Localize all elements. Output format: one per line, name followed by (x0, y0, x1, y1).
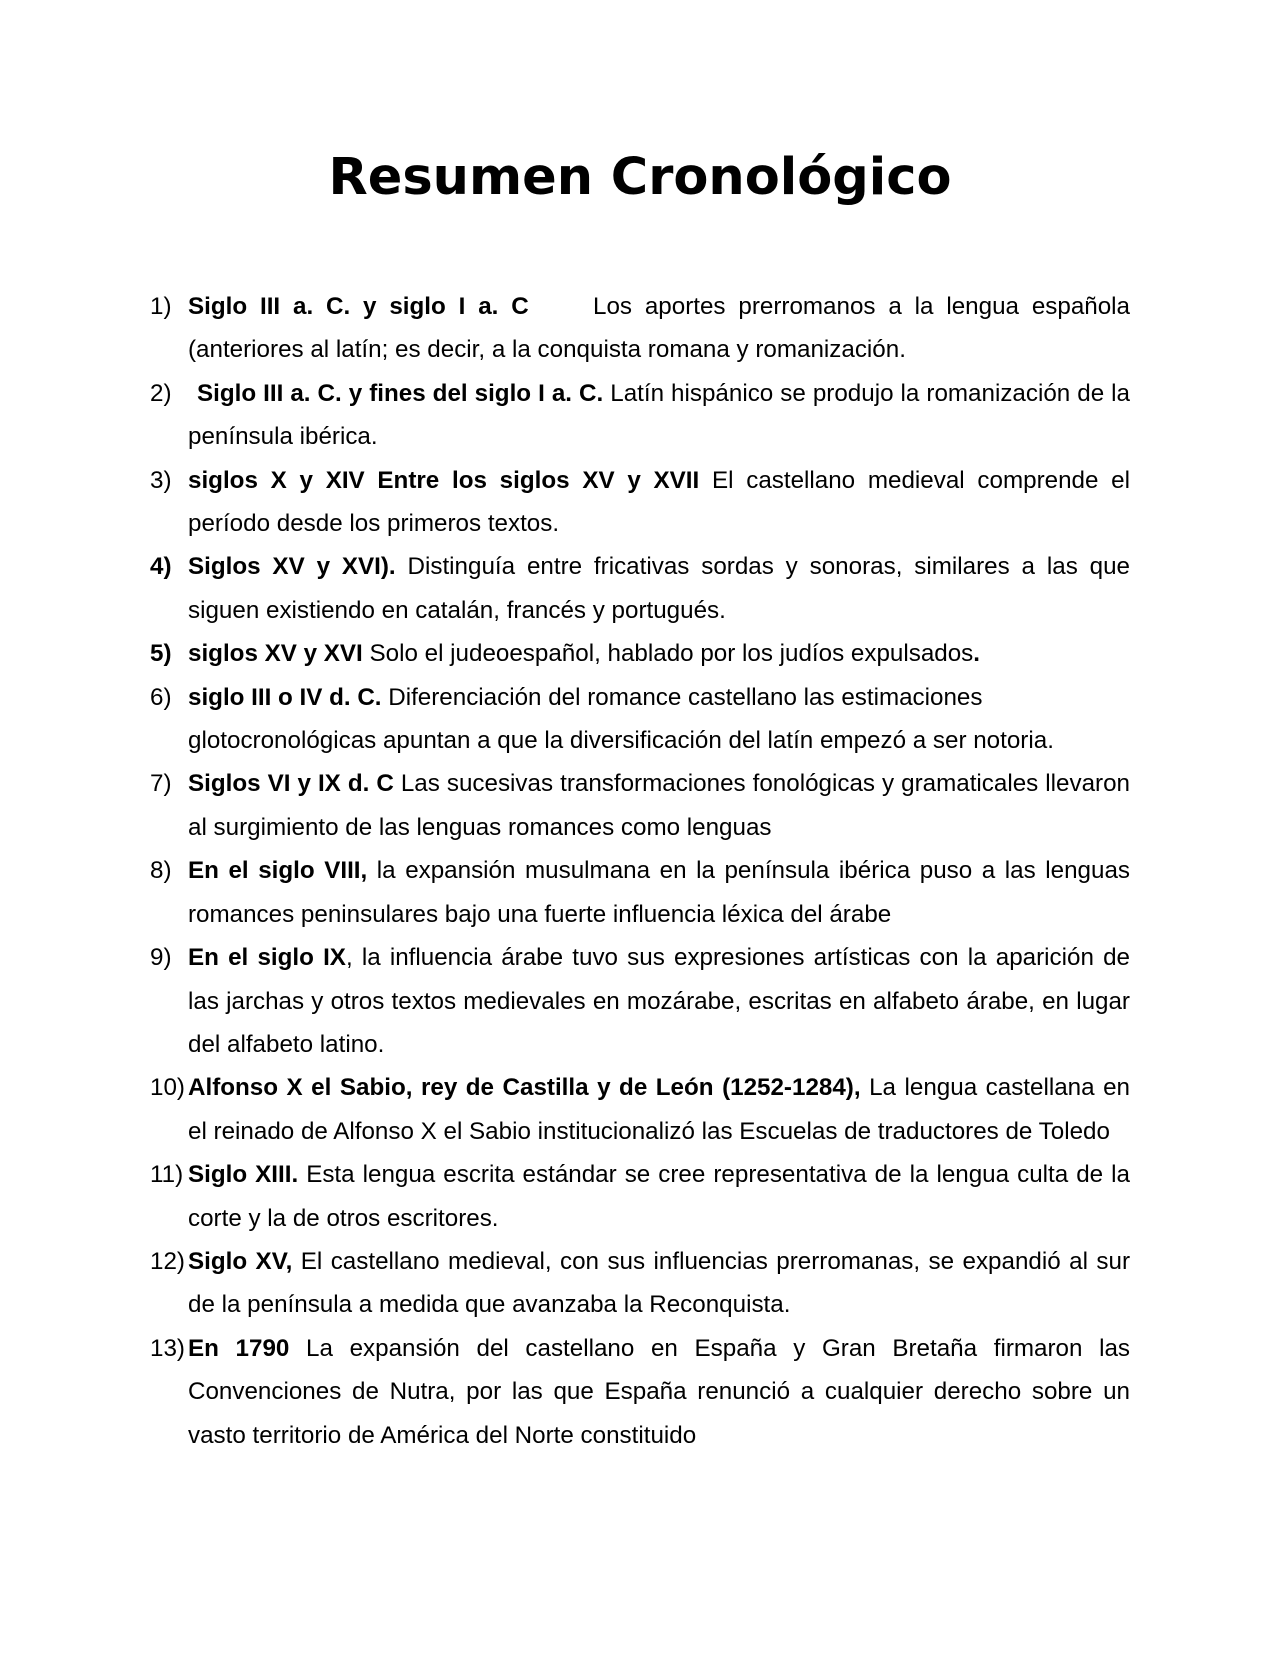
item-text: La lengua castellana en el reinado de Alfonso X el Sabio institucionalizó las Escuelas de traductores de Toledo (188, 1074, 1130, 1145)
chronology-list (150, 285, 1137, 1457)
item-number: 9) (150, 944, 172, 972)
item-text: Las sucesivas transformaciones fonológicas y gramaticales llevaron al surgimiento de las lenguas romances como lenguas (188, 770, 1130, 841)
item-lead: En el siglo IX (188, 944, 346, 972)
list-item (150, 849, 1130, 936)
list-item (150, 372, 1130, 459)
list-item (150, 1066, 1130, 1153)
list-item (150, 676, 1130, 763)
item-text: La expansión del castellano en España y Gran Bretaña firmaron las Convenciones de Nutra, por las que España renunció a cualquier derecho sobre un vasto territorio de América del Norte constituido (188, 1334, 1131, 1449)
item-text: Esta lengua escrita estándar se cree representativa de la lengua culta de la corte y la de otros escritores. (188, 1161, 1130, 1232)
item-text: la expansión musulmana en la península ibérica puso a las lenguas romances peninsulares bajo una fuerte influencia léxica del árabe (188, 857, 1130, 928)
list-item (150, 936, 1130, 1066)
item-number: 12) (150, 1247, 185, 1275)
item-lead: Alfonso X el Sabio, rey de Castilla y de León (1252-1284), (188, 1074, 861, 1102)
item-number: 7) (150, 770, 172, 798)
item-lead: Siglos VI y IX d. C (188, 770, 394, 798)
list-item (150, 1240, 1130, 1327)
item-text: Los aportes prerromanos a la lengua española (anteriores al latín; es decir, a la conquista romana y romanización. (188, 293, 1137, 364)
item-lead: siglos XV y XVI (188, 640, 363, 668)
list-item (150, 459, 1130, 546)
item-text: Diferenciación del romance castellano las estimaciones glotocronológicas apuntan a que la diversificación del latín empezó a ser notoria. (188, 683, 1054, 755)
item-number: 1) (150, 293, 172, 320)
list-item (150, 762, 1130, 849)
list-item (150, 285, 1137, 372)
item-tail: . (973, 640, 980, 668)
item-number: 13) (150, 1334, 185, 1362)
item-text: , la influencia árabe tuvo sus expresiones artísticas con la aparición de las jarchas y otros textos medievales en mozárabe, escritas en alfabeto árabe, en lugar del alfabeto latino. (188, 944, 1130, 1058)
list-item (150, 545, 1130, 632)
item-lead: En 1790 (188, 1334, 290, 1362)
item-number: 2) (150, 379, 172, 407)
item-text: Latín hispánico se produjo la romanización de la península ibérica. (188, 379, 1131, 451)
item-lead: En el siglo VIII, (188, 857, 368, 885)
item-lead: Siglo XV, (188, 1247, 293, 1275)
item-lead: Siglo XIII. (188, 1161, 299, 1189)
item-number: 6) (150, 683, 172, 711)
item-lead: Siglo III a. C. y siglo I a. C (188, 293, 529, 320)
item-text: El castellano medieval, con sus influencias prerromanas, se expandió al sur de la península a medida que avanzaba la Reconquista. (188, 1247, 1130, 1319)
item-number: 3) (150, 466, 172, 494)
item-text: Distinguía entre fricativas sordas y sonoras, similares a las que siguen existiendo en catalán, francés y portugués. (188, 553, 1131, 624)
list-item (150, 632, 1130, 675)
item-number: 10) (150, 1074, 185, 1102)
item-text: El castellano medieval comprende el período desde los primeros textos. (188, 466, 1130, 538)
item-number: 5) (150, 640, 172, 668)
item-lead: Siglo III a. C. y fines del siglo I a. C. (197, 379, 604, 407)
item-lead: siglos X y XIV Entre los siglos XV y XVII (188, 466, 700, 494)
item-text: Solo el judeoespañol, hablado por los judíos expulsados (362, 640, 974, 668)
page-title: Resumen Cronológico (328, 148, 952, 207)
item-lead: Siglos XV y XVI). (188, 553, 396, 581)
item-number: 11) (150, 1161, 184, 1189)
list-item (150, 1327, 1130, 1457)
item-number: 8) (150, 857, 172, 885)
list-item (150, 1153, 1130, 1240)
item-lead: siglo III o IV d. C. (188, 683, 382, 711)
item-number: 4) (150, 553, 172, 581)
